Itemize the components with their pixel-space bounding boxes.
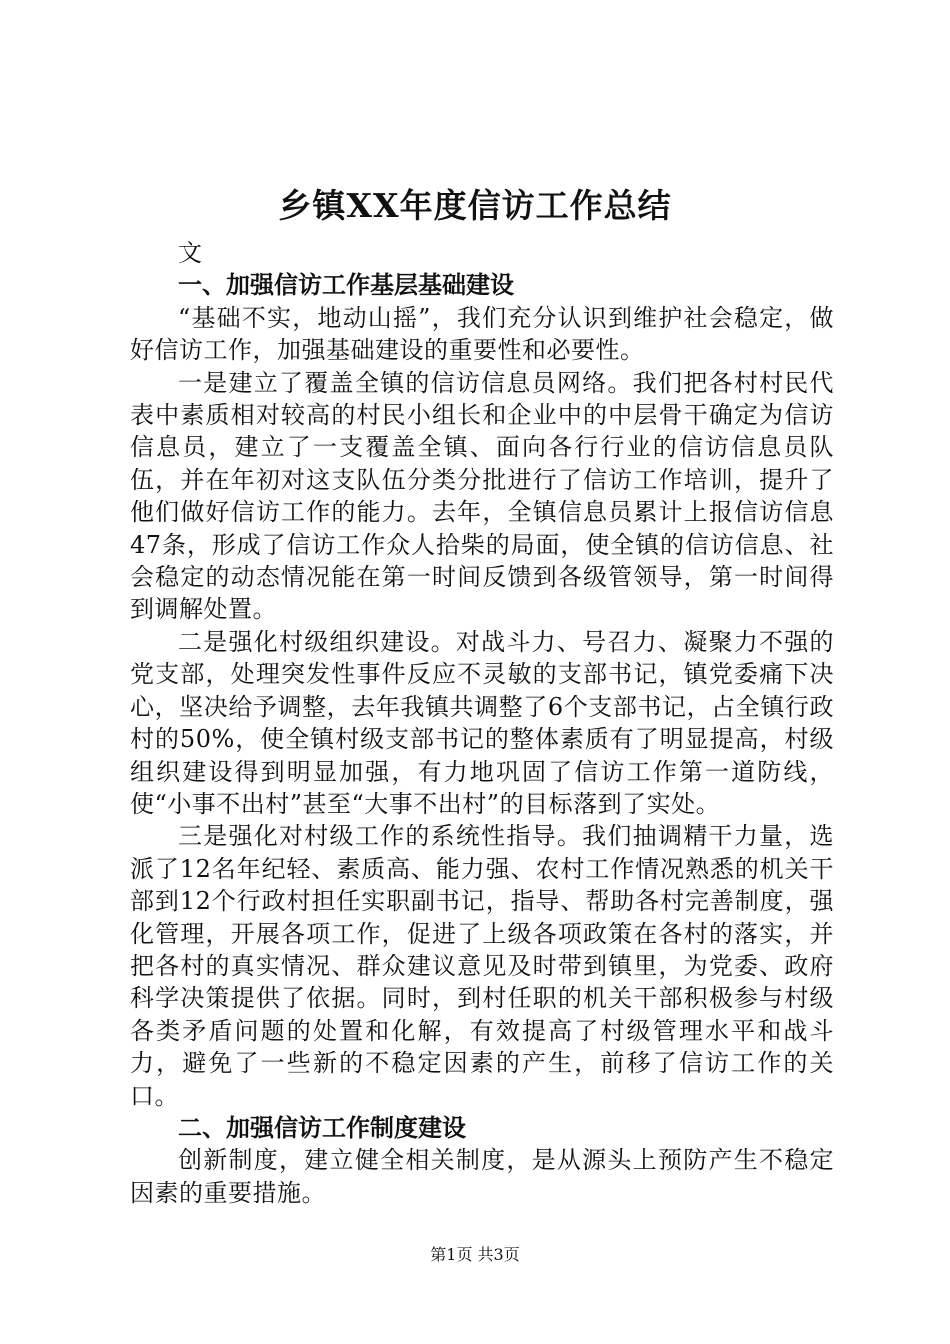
paragraph: 一是建立了覆盖全镇的信访信息员网络。我们把各村村民代表中素质相对较高的村民小组长和企业中的中层骨干确定为信访信息员，建立了一支覆盖全镇、面向各行行业的信访信息员队伍，并在年初对这支队伍分类分批进行了信访工作培训，提升了他们做好信访工作的能力。去年，全镇信息员累计上报信访信息47条，形成了信访工作众人拾柴的局面，使全镇的信访信息、社会稳定的动态情况能在第一时间反馈到各级管领导，第一时间得到调解处置。 [130,368,834,624]
page-number: 第1页 共3页 [430,1245,520,1264]
paragraph: “基础不实，地动山摇”，我们充分认识到维护社会稳定，做好信访工作，加强基础建设的重要性和必要性。 [130,303,834,365]
paragraph: 创新制度，建立健全相关制度，是从源头上预防产生不稳定因素的重要措施。 [130,1146,834,1207]
document-title: 乡镇XX年度信访工作总结 [278,186,672,225]
paragraph: 三是强化对村级工作的系统性指导。我们抽调精干力量，选派了12名年纪轻、素质高、能力强、农村工作情况熟悉的机关干部到12个行政村担任实职副书记，指导、帮助各村完善制度，强化管理，开展各项工作，促进了上级各项政策在各村的落实，并把各村的真实情况、群众建议意见及时带到镇里，为党委、政府科学决策提供了依据。同时，到村任职的机关干部积极参与村级各类矛盾问题的处置和化解，有效提高了村级管理水平和战斗力，避免了一些新的不稳定因素的产生，前移了信访工作的关口。 [130,822,834,1110]
section-heading: 一、加强信访工作基层基础建设 [178,271,514,300]
paragraph: 二是强化村级组织建设。对战斗力、号召力、凝聚力不强的党支部，处理突发性事件反应不灵敏的支部书记，镇党委痛下决心，坚决给予调整，去年我镇共调整了6个支部书记，占全镇行政村的50%，使全镇村级支部书记的整体素质有了明显提高，村级组织建设得到明显加强，有力地巩固了信访工作第一道防线，使“小事不出村”甚至“大事不出村”的目标落到了实处。 [130,627,834,818]
document-body [130,237,834,1209]
section-heading: 二、加强信访工作制度建设 [178,1113,466,1142]
author-line: 文 [178,239,203,267]
